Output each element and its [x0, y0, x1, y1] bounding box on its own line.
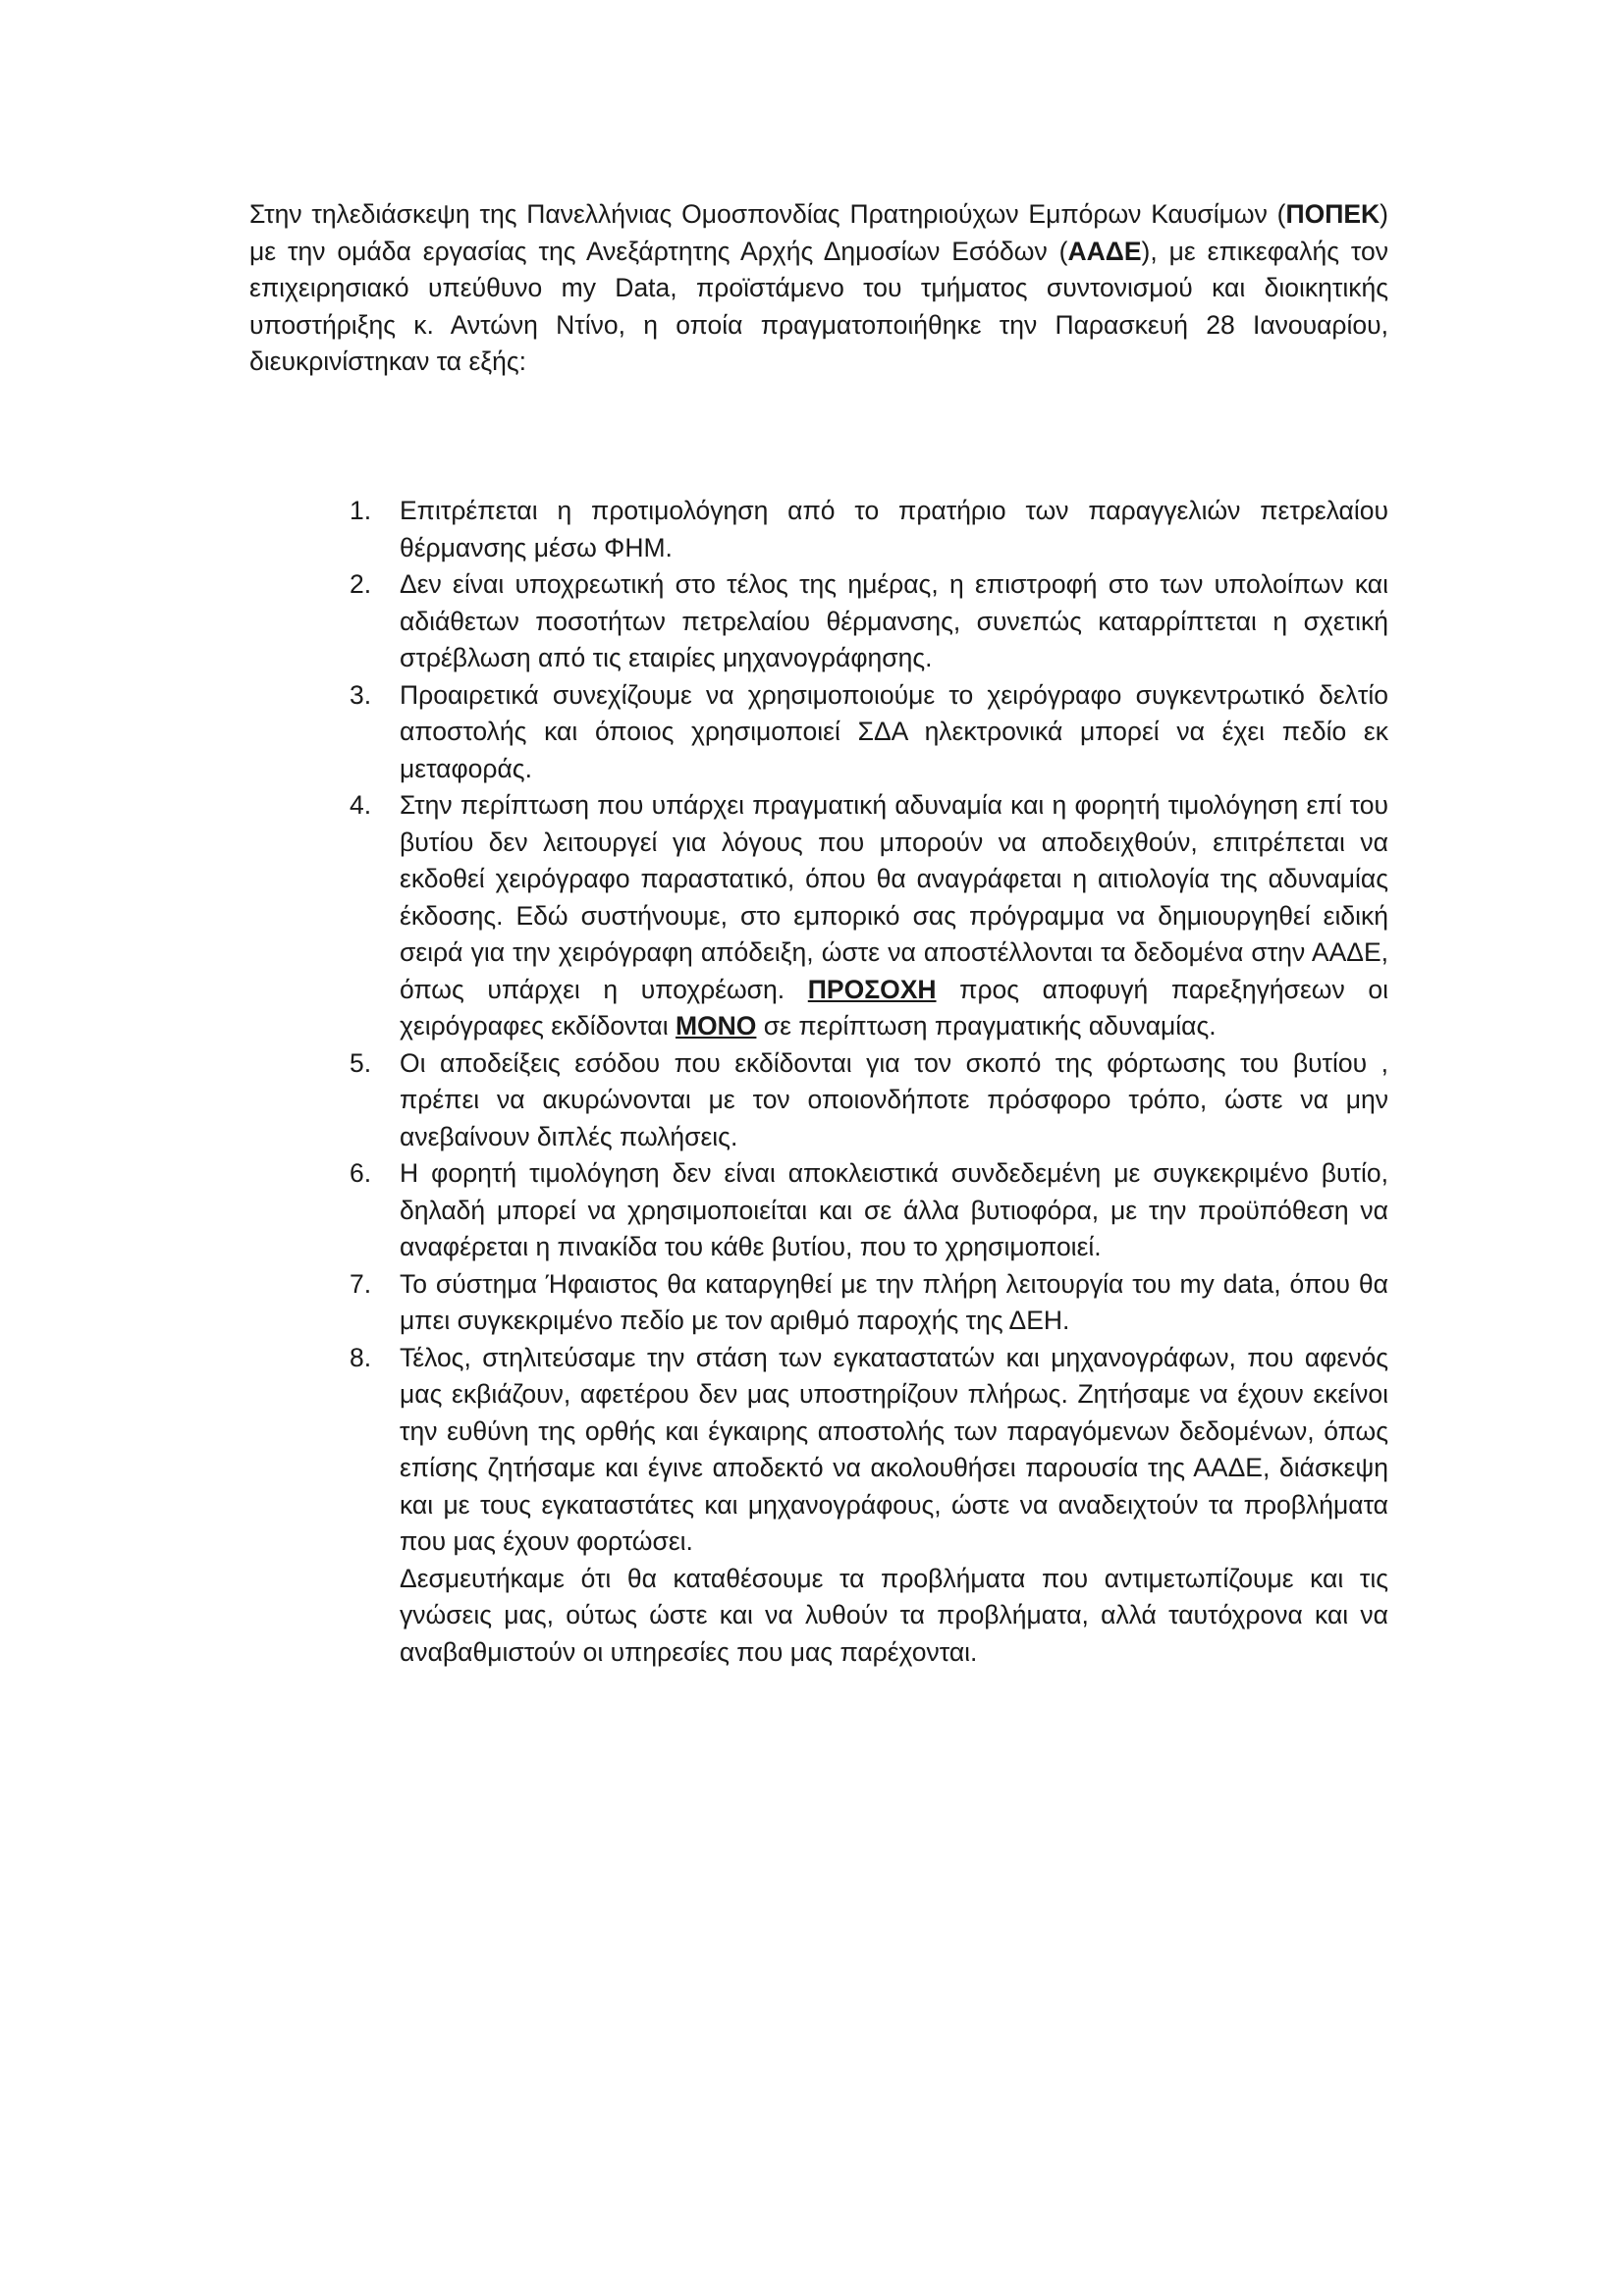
list-number: 3. [350, 679, 372, 710]
list-item-text [400, 787, 1388, 1045]
intro-text-3: ), με επικεφαλής τον επιχειρησιακό υπεύθυνο my Data, προϊστάμενο του τμήματος συντονισμού και διοικητικής υποστήριξης κ. Αντώνη Ντίνο, η οποία πραγματοποιήθηκε την Παρασκευή 28 Ιανουαρίου, διευκρινίστηκαν τα εξής: [249, 236, 1388, 376]
popek-abbreviation: ΠΟΠΕΚ [1285, 199, 1380, 229]
list-item-text: Οι αποδείξεις εσόδου που εκδίδονται για τον σκοπό της φόρτωσης του βυτίου , πρέπει να ακυρώνονται με τον οποιονδήποτε πρόσφορο τρόπο, ώστε να μην ανεβαίνουν διπλές πωλήσεις. [400, 1047, 1388, 1151]
list-item-4 [249, 787, 1388, 1045]
list-number: 8. [350, 1342, 372, 1372]
list-item-text: Η φορητή τιμολόγηση δεν είναι αποκλειστικά συνδεδεμένη με συγκεκριμένο βυτίο, δηλαδή μπορεί να χρησιμοποιείται και σε άλλα βυτιοφόρα, με την προϋπόθεση να αναφέρεται η πινακίδα του κάθε βυτίου, που το χρησιμοποιεί. [400, 1158, 1388, 1261]
aade-abbreviation: ΑΑΔΕ [1067, 236, 1142, 266]
list-number: 5. [350, 1047, 372, 1078]
list-number: 1. [350, 496, 372, 525]
list-item-1 [249, 493, 1388, 566]
numbered-list [249, 493, 1388, 1671]
list-number: 7. [350, 1268, 372, 1299]
intro-text-2: ) με την ομάδα εργασίας της Ανεξάρτητης Αρχής Δημοσίων Εσόδων ( [249, 199, 1388, 266]
list-item-3 [249, 677, 1388, 788]
list-item-text-continued: Δεσμευτήκαμε ότι θα καταθέσουμε τα προβλήματα που αντιμετωπίζουμε και τις γνώσεις μας, ούτως ώστε και να λυθούν τα προβλήματα, αλλά ταυτόχρονα και να αναβαθμιστούν οι υπηρεσίες που μας παρέχονται. [400, 1563, 1388, 1667]
intro-text-1: Στην τηλεδιάσκεψη της Πανελλήνιας Ομοσπονδίας Πρατηριούχων Εμπόρων Καυσίμων ( [249, 199, 1286, 229]
list-item-8 [249, 1340, 1388, 1672]
list-item-text-part: Στην περίπτωση που υπάρχει πραγματική αδυναμία και η φορητή τιμολόγηση επί του βυτίου δεν λειτουργεί για λόγους που μπορούν να αποδειχθούν, επιτρέπεται να εκδοθεί χειρόγραφο παραστατικό, όπου θα αναγράφεται η αιτιολογία της αδυναμίας έκδοσης. Εδώ συστήνουμε, στο εμπορικό σας πρόγραμμα να δημιουργηθεί ειδική σειρά για την χειρόγραφη απόδειξη, ώστε να αποστέλλονται τα δεδομένα στην ΑΑΔΕ, όπως υπάρχει η υποχρέωση. [400, 790, 1388, 1004]
list-item-text-part: προς αποφυγή παρεξηγήσεων οι χειρόγραφες εκδίδονται [400, 974, 1388, 1041]
list-item-text: Δεν είναι υποχρεωτική στο τέλος της ημέρας, η επιστροφή στο των υπολοίπων και αδιάθετων ποσοτήτων πετρελαίου θέρμανσης, συνεπώς καταρρίπτεται η σχετική στρέβλωση από τις εταιρίες μηχανογράφησης. [400, 569, 1388, 672]
list-number: 6. [350, 1158, 372, 1188]
attention-label: ΠΡΟΣΟΧΗ [807, 974, 937, 1004]
list-item-text: Το σύστημα Ήφαιστος θα καταργηθεί με την πλήρη λειτουργία του my data, όπου θα μπει συγκεκριμένο πεδίο με τον αριθμό παροχής της ΔΕΗ. [400, 1268, 1388, 1335]
list-item-6 [249, 1155, 1388, 1266]
list-item-text: Προαιρετικά συνεχίζουμε να χρησιμοποιούμε το χειρόγραφο συγκεντρωτικό δελτίο αποστολής και όποιος χρησιμοποιεί ΣΔΑ ηλεκτρονικά μπορεί να έχει πεδίο εκ μεταφοράς. [400, 679, 1388, 783]
list-number: 2. [350, 569, 372, 599]
list-item-2 [249, 566, 1388, 677]
list-item-text: Επιτρέπεται η προτιμολόγηση από το πρατήριο των παραγγελιών πετρελαίου θέρμανσης μέσω ΦΗΜ. [400, 496, 1388, 562]
list-item-text: Τέλος, στηλιτεύσαμε την στάση των εγκαταστατών και μηχανογράφων, που αφενός μας εκβιάζουν, αφετέρου δεν μας υποστηρίζουν πλήρως. Ζητήσαμε να έχουν εκείνοι την ευθύνη της ορθής και έγκαιρης αποστολής των παραγόμενων δεδομένων, όπως επίσης ζητήσαμε και έγινε αποδεκτό να ακολουθήσει παρουσία της ΑΑΔΕ, διάσκεψη και με τους εγκαταστάτες και μηχανογράφους, ώστε να αναδειχτούν τα προβλήματα που μας έχουν φορτώσει. [400, 1342, 1388, 1556]
list-item-7 [249, 1266, 1388, 1340]
list-number: 4. [350, 790, 372, 820]
list-item-5 [249, 1045, 1388, 1156]
intro-paragraph [249, 196, 1388, 381]
only-label: ΜΟΝΟ [675, 1011, 757, 1041]
list-item-text-part: σε περίπτωση πραγματικής αδυναμίας. [756, 1011, 1217, 1041]
